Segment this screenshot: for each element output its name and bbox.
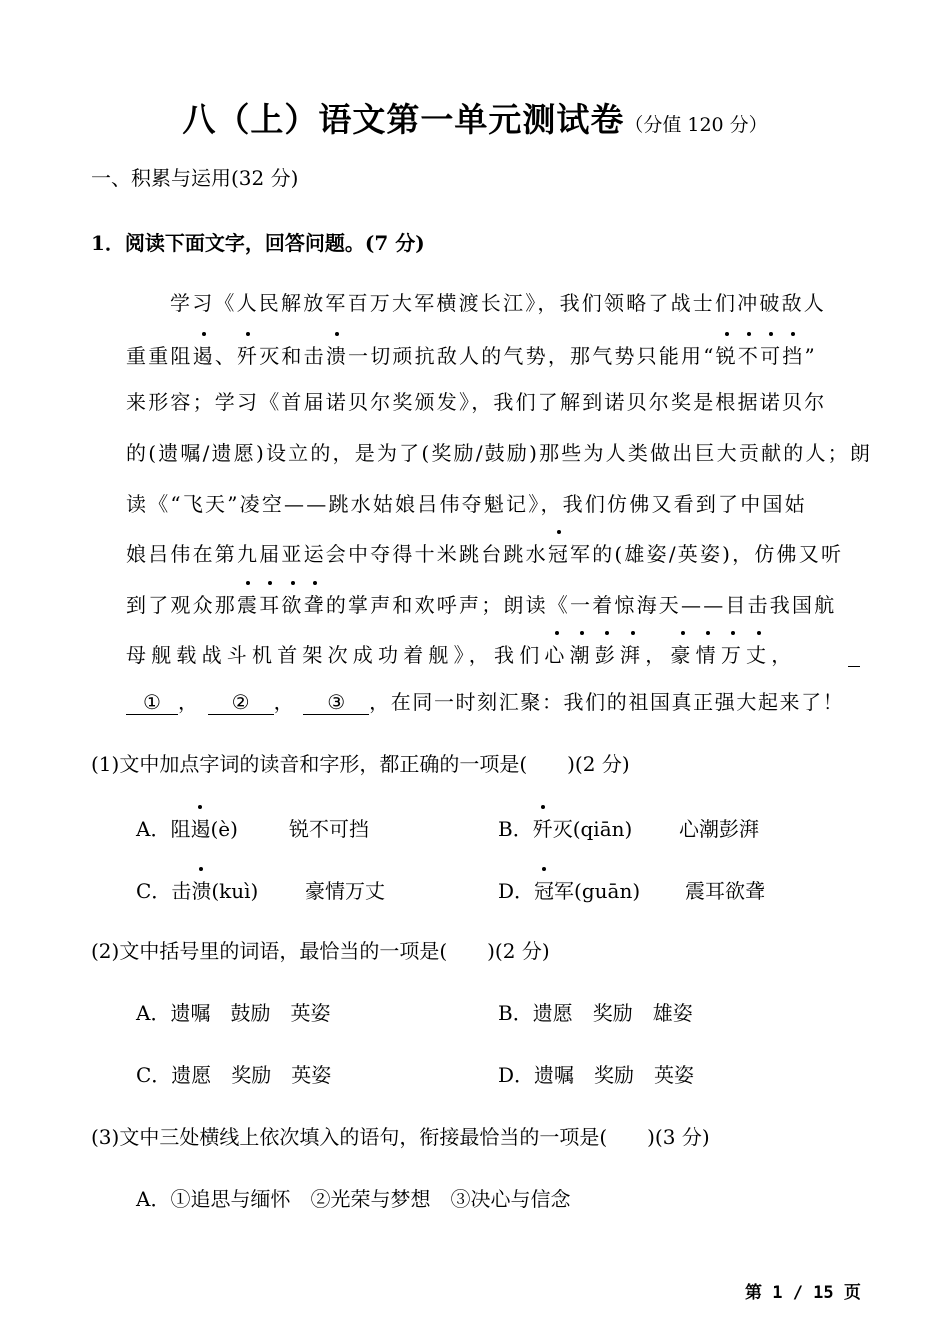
option-1c: C．击溃(kuì)	[136, 875, 258, 904]
passage-line-7: 到了观众那震耳欲聋的掌声和欢呼声；朗读《一着惊海天——目击我国航	[126, 589, 859, 618]
passage-line-9: ① ， ② ， ③ ，在同一时刻汇聚：我们的祖国真正强大起来了！	[126, 686, 859, 715]
passage-line-4: 的(遗嘱/遗愿)设立的，是为了(奖励/鼓励)那些为人类做出巨大贡献的人；朗	[126, 441, 873, 465]
document-title	[0, 94, 950, 141]
blank-2: ②	[208, 690, 274, 715]
passage-line-3: 来形容；学习《首届诺贝尔奖颁发》，我们了解到诺贝尔奖是根据诺贝尔	[126, 390, 827, 414]
option-2a: A．遗嘱 鼓励 英姿	[136, 1001, 331, 1025]
option-1c-word: 豪情万丈	[305, 879, 385, 903]
section-heading: 一、积累与运用(32 分)	[91, 166, 299, 190]
page-number: 第 1 / 15 页	[745, 1283, 861, 1303]
blank-3: ③	[303, 690, 369, 715]
dotted-char: 遏	[193, 340, 215, 369]
option-2d: D．遗嘱 奖励 英姿	[498, 1063, 695, 1087]
sub-question-1: (1)文中加点字词的读音和字形，都正确的一项是( )(2 分)	[91, 752, 630, 776]
passage-line-6: 娘吕伟在第九届亚运会中夺得十米跳台跳水冠军的(雄姿/英姿)，仿佛又听	[126, 538, 859, 567]
dotted-char: 溃	[326, 340, 348, 369]
dotted-phrase: 豪情万丈	[670, 643, 771, 667]
passage-line-8: 母舰载战斗机首架次成功着舰》，我们心潮彭湃，豪情万丈，	[126, 639, 859, 668]
question-1-heading: 1．阅读下面文字，回答问题。(7 分)	[91, 231, 425, 255]
passage-line-2: 重重阻遏、歼灭和击溃一切顽抗敌人的气势，那气势只能用“锐不可挡”	[126, 340, 859, 369]
option-2b: B．遗愿 奖励 雄姿	[498, 1001, 693, 1025]
option-1d: D．冠军(guān)	[498, 875, 640, 904]
dotted-char: 歼	[237, 340, 259, 369]
option-1b-word: 心潮彭湃	[679, 817, 759, 841]
passage-line-5: 读《“飞天”凌空——跳水姑娘吕伟夺魁记》，我们仿佛又看到了中国姑	[126, 492, 807, 516]
option-1d-word: 震耳欲聋	[685, 879, 765, 903]
dotted-phrase: 心潮彭湃	[544, 643, 645, 667]
dotted-phrase: 锐不可挡	[716, 344, 805, 368]
option-1a: A．阻遏(è)	[136, 813, 238, 842]
blank-line-start	[848, 646, 860, 667]
option-3a: A．①追思与缅怀 ②光荣与梦想 ③决心与信念	[136, 1187, 571, 1211]
dotted-phrase: 震耳欲聋	[237, 593, 326, 617]
dotted-char: 冠	[548, 538, 570, 567]
passage-line-1: 学习《人民解放军百万大军横渡长江》，我们领略了战士们冲破敌人	[170, 291, 826, 315]
option-2c: C．遗愿 奖励 英姿	[136, 1063, 332, 1087]
option-1b: B．歼灭(qiān)	[498, 813, 632, 842]
sub-question-3: (3)文中三处横线上依次填入的语句，衔接最恰当的一项是( )(3 分)	[91, 1125, 710, 1149]
blank-1: ①	[126, 690, 178, 715]
sub-question-2: (2)文中括号里的词语，最恰当的一项是( )(2 分)	[91, 939, 550, 963]
title-main: 八（上）语文第一单元测试卷	[182, 100, 625, 139]
option-1a-word: 锐不可挡	[289, 817, 369, 841]
title-score: （分值 120 分）	[624, 114, 768, 136]
